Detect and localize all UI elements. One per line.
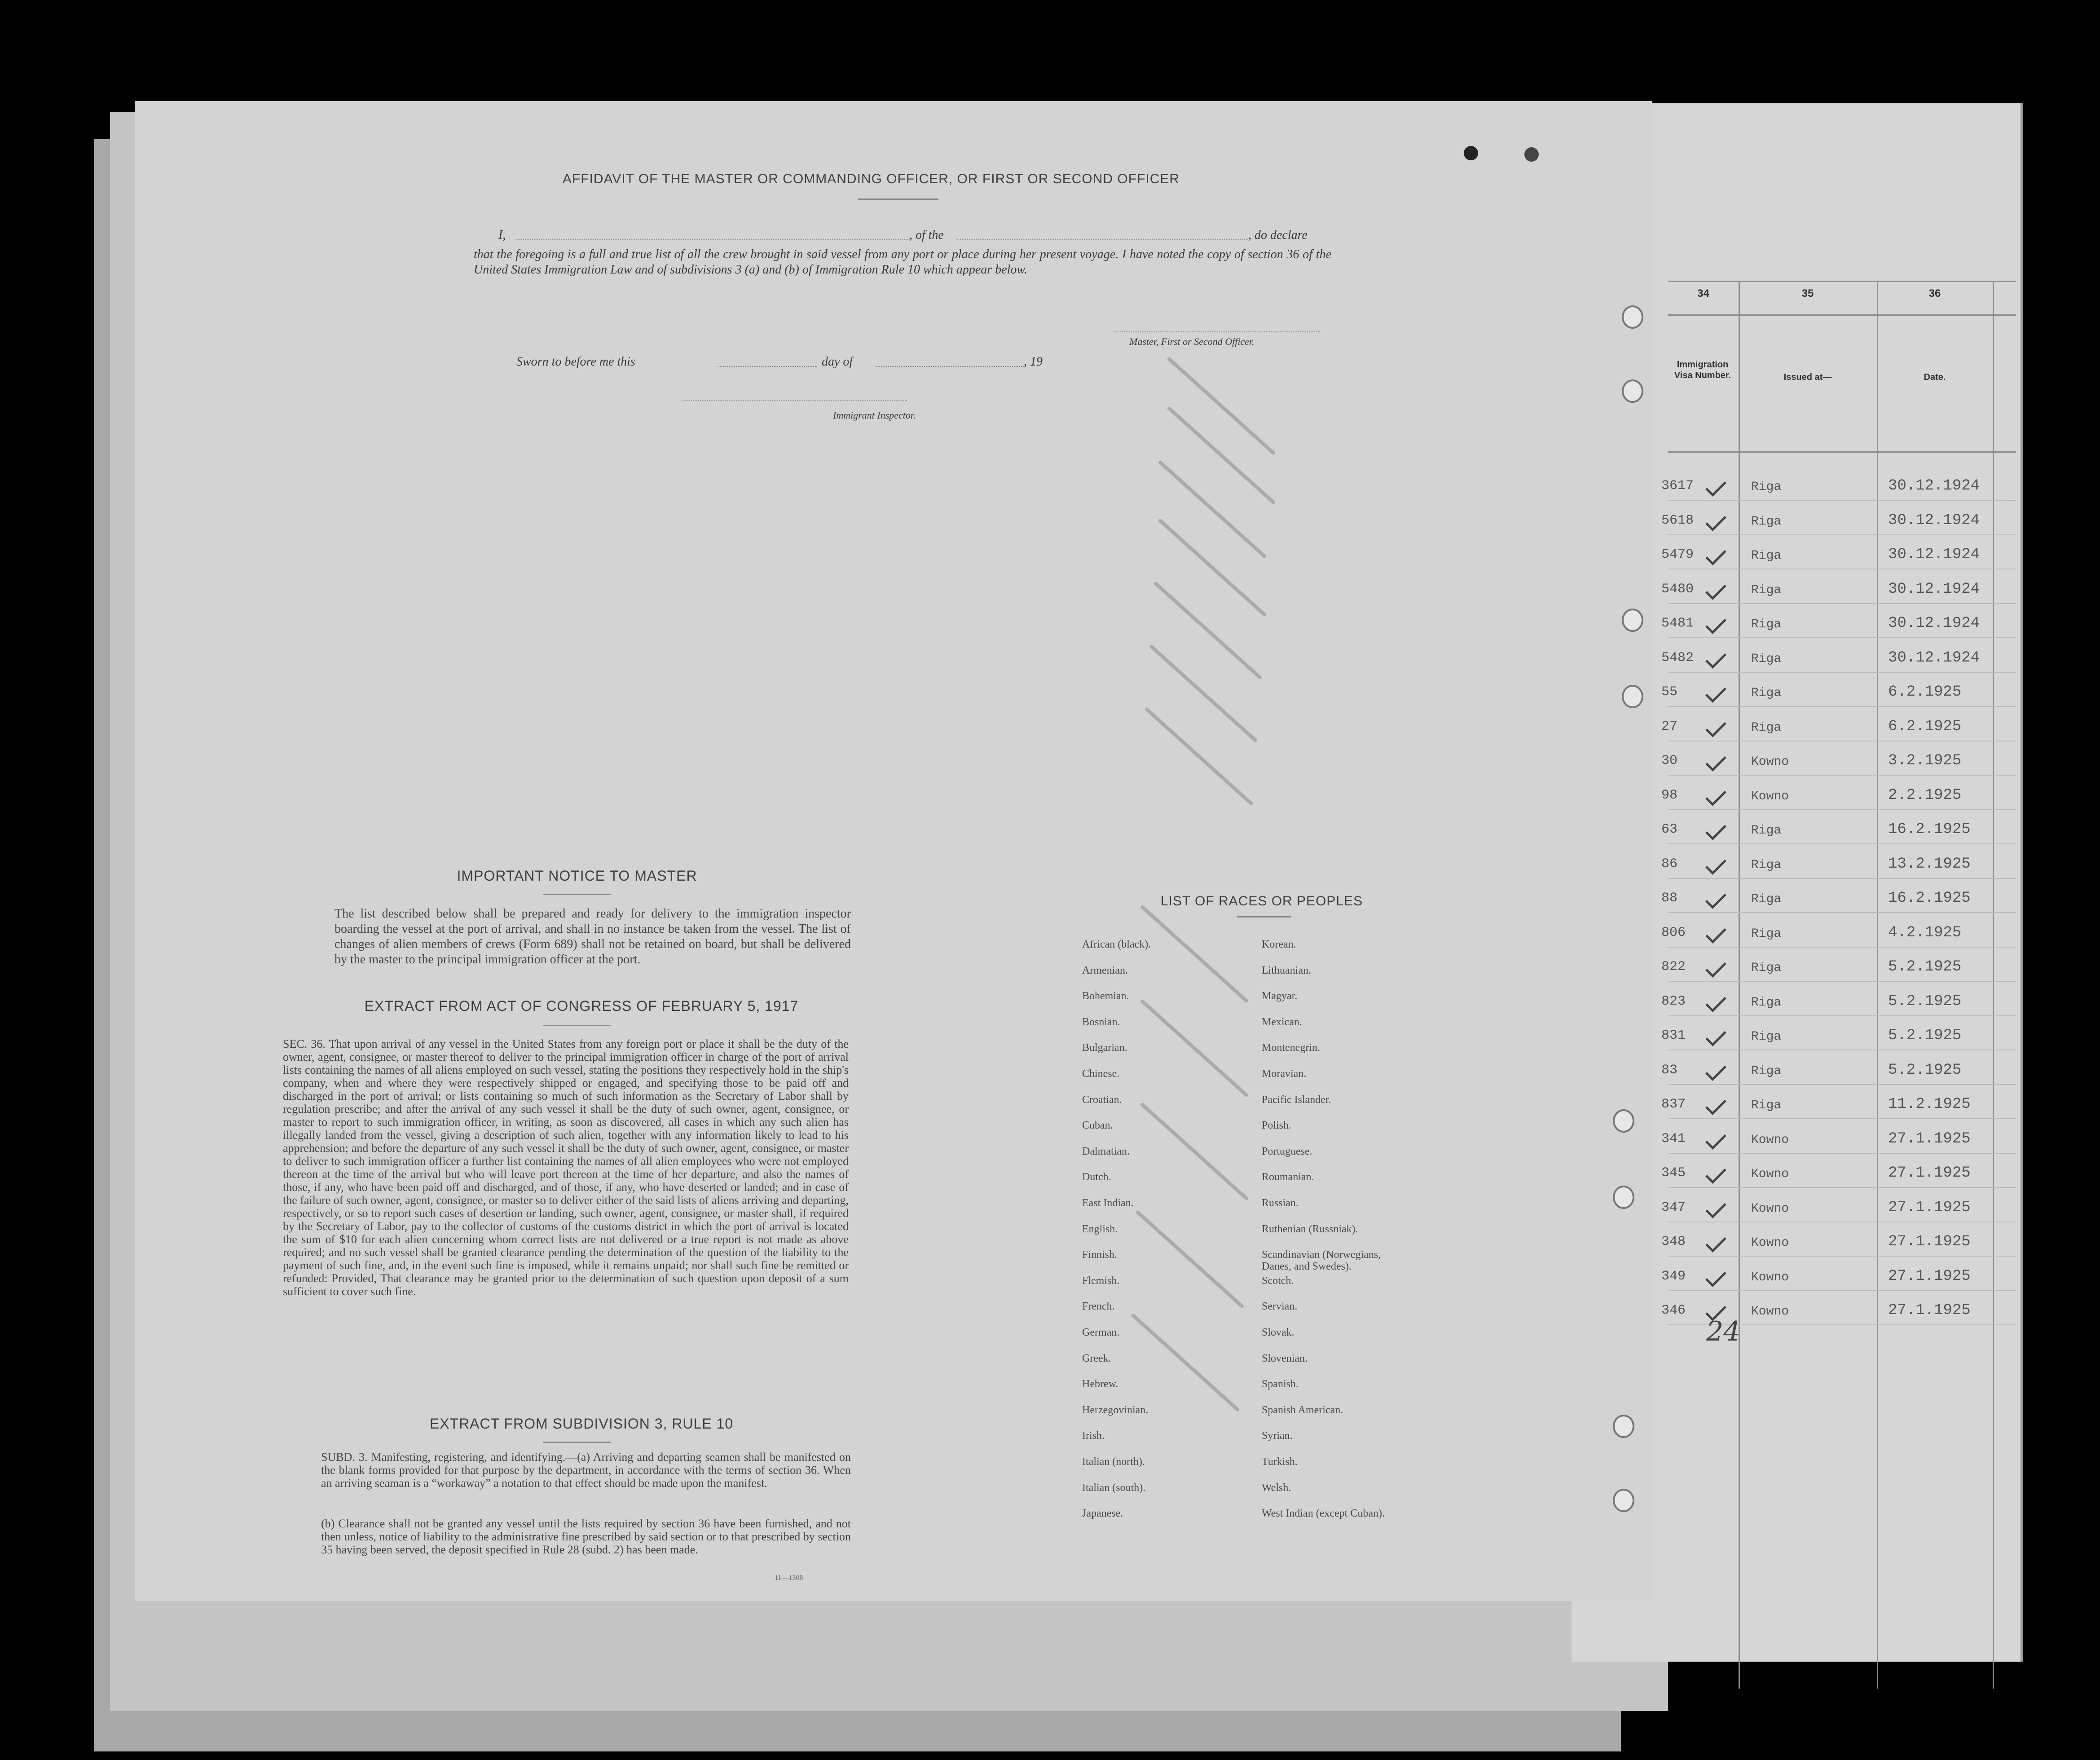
issued-at-cell: Kowno bbox=[1751, 1305, 1789, 1319]
race-entry: Herzegovinian. bbox=[1082, 1404, 1149, 1416]
table-row-rule bbox=[1668, 947, 2016, 948]
binder-hole bbox=[1613, 1489, 1634, 1512]
visa-number-cell: 63 bbox=[1661, 822, 1678, 837]
race-entry: Moravian. bbox=[1262, 1068, 1307, 1080]
race-entry: Cuban. bbox=[1082, 1120, 1113, 1132]
table-row-rule bbox=[1668, 1153, 2016, 1154]
table-row-rule bbox=[1668, 672, 2016, 673]
issued-at-cell: Riga bbox=[1751, 652, 1782, 666]
inspector-label: Immigrant Inspector. bbox=[833, 410, 916, 421]
visa-number-cell: 806 bbox=[1661, 925, 1686, 940]
date-cell: 27.1.1925 bbox=[1888, 1130, 1971, 1147]
race-entry: East Indian. bbox=[1082, 1197, 1134, 1209]
race-entry: Spanish American. bbox=[1262, 1404, 1343, 1416]
issued-at-cell: Riga bbox=[1751, 892, 1782, 906]
visa-number-cell: 27 bbox=[1661, 719, 1678, 734]
punch-hole-dot bbox=[1464, 146, 1478, 160]
issued-at-cell: Kowno bbox=[1751, 1236, 1789, 1250]
date-cell: 4.2.1925 bbox=[1888, 924, 1962, 941]
table-row-rule bbox=[1668, 843, 2016, 844]
race-entry: Scotch. bbox=[1262, 1275, 1294, 1287]
issued-at-cell: Riga bbox=[1751, 926, 1782, 941]
issued-at-cell: Riga bbox=[1751, 618, 1782, 631]
col-35-number: 35 bbox=[1801, 287, 1814, 300]
races-rule bbox=[1237, 916, 1291, 917]
date-cell: 16.2.1925 bbox=[1888, 890, 1971, 907]
visa-number-cell: 5618 bbox=[1661, 512, 1694, 528]
race-entry: Bulgarian. bbox=[1082, 1042, 1127, 1054]
date-cell: 5.2.1925 bbox=[1888, 1027, 1962, 1044]
issued-at-header: Issued at— bbox=[1783, 372, 1832, 382]
issued-at-cell: Riga bbox=[1751, 720, 1782, 735]
date-header: Date. bbox=[1924, 372, 1946, 382]
table-header-rule bbox=[1668, 451, 2016, 453]
vessel-blank bbox=[956, 239, 1248, 240]
date-cell: 27.1.1925 bbox=[1888, 1302, 1971, 1319]
handwritten-total: 24 bbox=[1706, 1316, 1741, 1347]
race-entry: Turkish. bbox=[1262, 1456, 1298, 1468]
table-top-rule bbox=[1668, 281, 2016, 282]
date-cell: 6.2.1925 bbox=[1888, 718, 1962, 735]
table-column-divider bbox=[1877, 281, 1878, 1689]
race-entry: Italian (south). bbox=[1082, 1482, 1146, 1494]
date-cell: 30.12.1924 bbox=[1888, 512, 1980, 529]
race-entry: Dutch. bbox=[1082, 1171, 1111, 1183]
issued-at-cell: Riga bbox=[1751, 1064, 1782, 1078]
date-cell: 5.2.1925 bbox=[1888, 958, 1962, 975]
race-entry: Japanese. bbox=[1082, 1508, 1123, 1520]
race-entry: Welsh. bbox=[1262, 1482, 1291, 1494]
visa-number-cell: 98 bbox=[1661, 787, 1678, 803]
race-entry: German. bbox=[1082, 1327, 1120, 1338]
issued-at-cell: Riga bbox=[1751, 549, 1782, 563]
races-title: LIST OF RACES OR PEOPLES bbox=[1160, 894, 1363, 909]
table-row-rule bbox=[1668, 775, 2016, 776]
date-cell: 27.1.1925 bbox=[1888, 1199, 1971, 1216]
visa-number-cell: 831 bbox=[1661, 1028, 1686, 1043]
race-entry: Irish. bbox=[1082, 1430, 1105, 1442]
race-entry: Korean. bbox=[1262, 939, 1296, 950]
race-entry: Hebrew. bbox=[1082, 1378, 1118, 1390]
issued-at-cell: Riga bbox=[1751, 1098, 1782, 1112]
race-entry: English. bbox=[1082, 1223, 1118, 1235]
race-entry: Ruthenian (Russniak). bbox=[1262, 1223, 1358, 1235]
master-signature-line bbox=[1114, 331, 1320, 332]
visa-number-cell: 5480 bbox=[1661, 581, 1694, 597]
race-entry: Armenian. bbox=[1082, 964, 1128, 976]
race-entry: Russian. bbox=[1262, 1197, 1299, 1209]
punch-hole-dot bbox=[1524, 147, 1539, 162]
visa-number-cell: 837 bbox=[1661, 1097, 1686, 1112]
race-entry: Lithuanian. bbox=[1262, 964, 1311, 976]
race-entry: Syrian. bbox=[1262, 1430, 1293, 1442]
year-label: , 19 bbox=[1024, 355, 1043, 369]
table-row-rule bbox=[1668, 1187, 2016, 1188]
affidavit-declare-label: , do declare bbox=[1248, 228, 1308, 242]
visa-number-cell: 345 bbox=[1661, 1165, 1686, 1181]
col-34-number: 34 bbox=[1697, 287, 1709, 300]
binder-hole bbox=[1622, 609, 1643, 632]
race-entry: Montenegrin. bbox=[1262, 1042, 1320, 1054]
race-entry: Bosnian. bbox=[1082, 1016, 1120, 1028]
race-entry: Portuguese. bbox=[1262, 1145, 1312, 1157]
race-entry: Polish. bbox=[1262, 1120, 1292, 1132]
race-entry: Chinese. bbox=[1082, 1068, 1120, 1080]
race-entry: Servian. bbox=[1262, 1301, 1298, 1313]
race-entry: Pacific Islander. bbox=[1262, 1094, 1331, 1106]
visa-number-header: Immigration Visa Number. bbox=[1674, 360, 1731, 380]
issued-at-cell: Riga bbox=[1751, 686, 1782, 700]
race-entry: Slovak. bbox=[1262, 1327, 1294, 1338]
binder-hole bbox=[1622, 305, 1643, 329]
race-entry: Mexican. bbox=[1262, 1016, 1302, 1028]
date-cell: 11.2.1925 bbox=[1888, 1096, 1971, 1113]
title-rule bbox=[858, 198, 938, 200]
table-row-rule bbox=[1668, 603, 2016, 604]
notice-body: The list described below shall be prepared and ready for delivery to the immigration inspector boarding the vessel at the port of arrival, and shall in no instance be taken from the vessel. The list of changes of alien members of crews (Form 689) shall not be retained on board, but shall be delivered by the master to the principal immigration officer at the port. bbox=[335, 907, 851, 966]
sworn-label: Sworn to before me this bbox=[516, 355, 635, 369]
issued-at-cell: Riga bbox=[1751, 1030, 1782, 1044]
act-extract-body: SEC. 36. That upon arrival of any vessel in the United States from any foreign port or place it shall be the duty of the owner, agent, consignee, or master thereof to deliver to the principal immigration officer in charge of the port of arrival lists containing the names of all aliens employed on such vessel, stating the positions they respectively hold in the ship's company, when and where they were respectively shipped or engaged, and specifying those to be paid off and discharged in the port of arrival; or lists containing so much of such information as the Secretary of Labor shall by regulation prescribe; and after the arrival of any such vessel it shall be the duty of such owner, agent, consignee, or master to report to such immigration officer, in writing, as soon as discovered, all cases in which any such alien has illegally landed from the vessel, giving a description of such alien, together with any information likely to lead to his apprehension; and before the departure of any such vessel it shall be the duty of such owner, agent, consignee, or master to deliver to such immigration officer a further list containing the names of all alien employees who were not employed thereon at the time of the arrival but who will leave port thereon at the time of her departure, and also the names of those, if any, who have been paid off and discharged, and of those, if any, who have deserted or landed; and in case of the failure of such owner, agent, consignee, or master so to deliver either of the said lists of aliens arriving and departing, respectively, or so to report such cases of desertion or landing, such owner, agent, consignee, or master shall, if required by the Secretary of Labor, pay to the collector of customs of the customs district in which the port of arrival is located the sum of $10 for each alien concerning whom correct lists are not delivered or a true report is not made as above required; and no such vessel shall be granted clearance pending the determination of the question of the liability to the payment of such fine, and, in the event such fine is imposed, while it remains unpaid; nor shall such fine be remitted or refunded: Provided, That clearance may be granted prior to the determination of such question upon deposit of a sum sufficient to cover such fine. bbox=[283, 1037, 849, 1298]
race-entry: African (black). bbox=[1082, 939, 1151, 950]
date-cell: 3.2.1925 bbox=[1888, 752, 1962, 769]
day-of-label: day of bbox=[822, 355, 853, 369]
date-cell: 6.2.1925 bbox=[1888, 684, 1962, 701]
visa-number-cell: 347 bbox=[1661, 1200, 1686, 1215]
date-cell: 27.1.1925 bbox=[1888, 1267, 1971, 1285]
visa-number-cell: 349 bbox=[1661, 1268, 1686, 1284]
binder-hole bbox=[1613, 1186, 1634, 1209]
race-entry: West Indian (except Cuban). bbox=[1262, 1508, 1385, 1520]
table-number-rule bbox=[1668, 314, 2016, 316]
affidavit-page bbox=[135, 101, 1652, 1601]
visa-number-cell: 5479 bbox=[1661, 547, 1694, 562]
sworn-day-blank bbox=[718, 366, 817, 367]
race-entry: Scandinavian (Norwegians, Danes, and Swedes). bbox=[1262, 1249, 1381, 1273]
notice-rule bbox=[543, 894, 611, 895]
table-row-rule bbox=[1668, 706, 2016, 707]
binder-hole bbox=[1622, 685, 1643, 708]
issued-at-cell: Kowno bbox=[1751, 755, 1789, 769]
act-extract-rule bbox=[543, 1025, 611, 1026]
issued-at-cell: Riga bbox=[1751, 514, 1782, 529]
table-row-rule bbox=[1668, 912, 2016, 913]
affidavit-of-the-label: , of the bbox=[909, 228, 944, 242]
visa-number-cell: 823 bbox=[1661, 993, 1686, 1009]
race-entry: Greek. bbox=[1082, 1352, 1111, 1364]
race-entry: Spanish. bbox=[1262, 1378, 1299, 1390]
binder-hole bbox=[1613, 1415, 1634, 1438]
table-row-rule bbox=[1668, 809, 2016, 810]
issued-at-cell: Riga bbox=[1751, 824, 1782, 838]
race-entry: Bohemian. bbox=[1082, 990, 1129, 1002]
affidavit-body: that the foregoing is a full and true list of all the crew brought in said vessel from any port or place during her present voyage. I have noted the copy of section 36 of the United States Immigration Law and of subdivisions 3 (a) and (b) of Immigration Rule 10 which appear below. bbox=[474, 247, 1331, 277]
rule-extract-title: EXTRACT FROM SUBDIVISION 3, RULE 10 bbox=[429, 1416, 734, 1432]
inspector-signature-line bbox=[682, 400, 907, 401]
affidavit-title: AFFIDAVIT OF THE MASTER OR COMMANDING OFFICER, OR FIRST OR SECOND OFFICER bbox=[562, 172, 1180, 186]
master-label: Master, First or Second Officer. bbox=[1129, 336, 1255, 347]
race-entry: French. bbox=[1082, 1301, 1115, 1313]
issued-at-cell: Kowno bbox=[1751, 1133, 1789, 1147]
issued-at-cell: Kowno bbox=[1751, 789, 1789, 803]
date-cell: 30.12.1924 bbox=[1888, 649, 1980, 666]
sworn-month-blank bbox=[876, 366, 1024, 367]
table-column-divider bbox=[1739, 281, 1740, 1689]
notice-title: IMPORTANT NOTICE TO MASTER bbox=[457, 868, 697, 884]
table-row-rule bbox=[1668, 637, 2016, 638]
visa-number-cell: 822 bbox=[1661, 959, 1686, 975]
col-36-number: 36 bbox=[1928, 287, 1941, 300]
act-extract-title: EXTRACT FROM ACT OF CONGRESS OF FEBRUARY 5, 1917 bbox=[364, 998, 799, 1014]
issued-at-cell: Riga bbox=[1751, 858, 1782, 872]
issued-at-cell: Riga bbox=[1751, 480, 1782, 494]
race-entry: Dalmatian. bbox=[1082, 1145, 1130, 1157]
rule-extract-subd-b: (b) Clearance shall not be granted any vessel until the lists required by section 36 have been furnished, and not then unless, notice of liability to the administrative fine prescribed by said section or to that prescribed by section 35 having been served, the deposit specified in Rule 28 (subd. 2) has been made. bbox=[321, 1517, 851, 1556]
table-row-rule bbox=[1668, 878, 2016, 879]
visa-number-cell: 3617 bbox=[1661, 478, 1694, 494]
date-cell: 5.2.1925 bbox=[1888, 992, 1962, 1010]
table-row-rule bbox=[1668, 534, 2016, 535]
issued-at-cell: Riga bbox=[1751, 995, 1782, 1010]
visa-number-cell: 346 bbox=[1661, 1303, 1686, 1318]
date-cell: 30.12.1924 bbox=[1888, 580, 1980, 598]
date-cell: 27.1.1925 bbox=[1888, 1233, 1971, 1250]
issued-at-cell: Kowno bbox=[1751, 1201, 1789, 1216]
visa-number-cell: 88 bbox=[1661, 891, 1678, 906]
race-entry: Croatian. bbox=[1082, 1094, 1122, 1106]
rule-extract-subd-a: SUBD. 3. Manifesting, registering, and identifying.—(a) Arriving and departing seamen shall be manifested on the blank forms provided for that purpose by the department, in accordance with the terms of section 36. When an arriving seaman is a “workaway” a notation to that effect should be made upon the manifest. bbox=[321, 1451, 851, 1490]
table-row-rule bbox=[1668, 1256, 2016, 1257]
visa-number-cell: 341 bbox=[1661, 1131, 1686, 1147]
visa-number-cell: 86 bbox=[1661, 856, 1678, 872]
race-entry: Magyar. bbox=[1262, 990, 1298, 1002]
date-cell: 2.2.1925 bbox=[1888, 786, 1962, 804]
date-cell: 13.2.1925 bbox=[1888, 855, 1971, 873]
date-cell: 5.2.1925 bbox=[1888, 1061, 1962, 1079]
table-row-rule bbox=[1668, 1118, 2016, 1119]
affidavit-i-label: I, bbox=[498, 228, 506, 242]
issued-at-cell: Kowno bbox=[1751, 1270, 1789, 1284]
date-cell: 30.12.1924 bbox=[1888, 546, 1980, 563]
table-row-rule bbox=[1668, 1084, 2016, 1085]
issued-at-cell: Riga bbox=[1751, 961, 1782, 975]
visa-number-cell: 83 bbox=[1661, 1062, 1678, 1078]
visa-number-cell: 348 bbox=[1661, 1234, 1686, 1249]
date-cell: 30.12.1924 bbox=[1888, 615, 1980, 632]
date-cell: 30.12.1924 bbox=[1888, 477, 1980, 494]
table-column-divider bbox=[1993, 281, 1994, 1689]
table-row-rule bbox=[1668, 1015, 2016, 1016]
form-number: 11—1308 bbox=[775, 1574, 803, 1582]
visa-number-cell: 55 bbox=[1661, 684, 1678, 700]
rule-extract-rule bbox=[543, 1442, 611, 1443]
date-cell: 27.1.1925 bbox=[1888, 1165, 1971, 1182]
visa-number-cell: 30 bbox=[1661, 753, 1678, 768]
table-row-rule bbox=[1668, 981, 2016, 982]
race-entry: Flemish. bbox=[1082, 1275, 1120, 1287]
name-blank bbox=[516, 239, 911, 240]
binder-hole bbox=[1622, 379, 1643, 403]
visa-number-cell: 5482 bbox=[1661, 650, 1694, 666]
table-row-rule bbox=[1668, 1290, 2016, 1291]
binder-hole bbox=[1613, 1109, 1634, 1133]
race-entry: Slovenian. bbox=[1262, 1352, 1308, 1364]
race-entry: Italian (north). bbox=[1082, 1456, 1145, 1468]
issued-at-cell: Riga bbox=[1751, 583, 1782, 597]
race-entry: Finnish. bbox=[1082, 1249, 1118, 1261]
issued-at-cell: Kowno bbox=[1751, 1167, 1789, 1181]
visa-number-cell: 5481 bbox=[1661, 616, 1694, 631]
date-cell: 16.2.1925 bbox=[1888, 821, 1971, 838]
race-entry: Roumanian. bbox=[1262, 1171, 1314, 1183]
table-row-rule bbox=[1668, 500, 2016, 501]
